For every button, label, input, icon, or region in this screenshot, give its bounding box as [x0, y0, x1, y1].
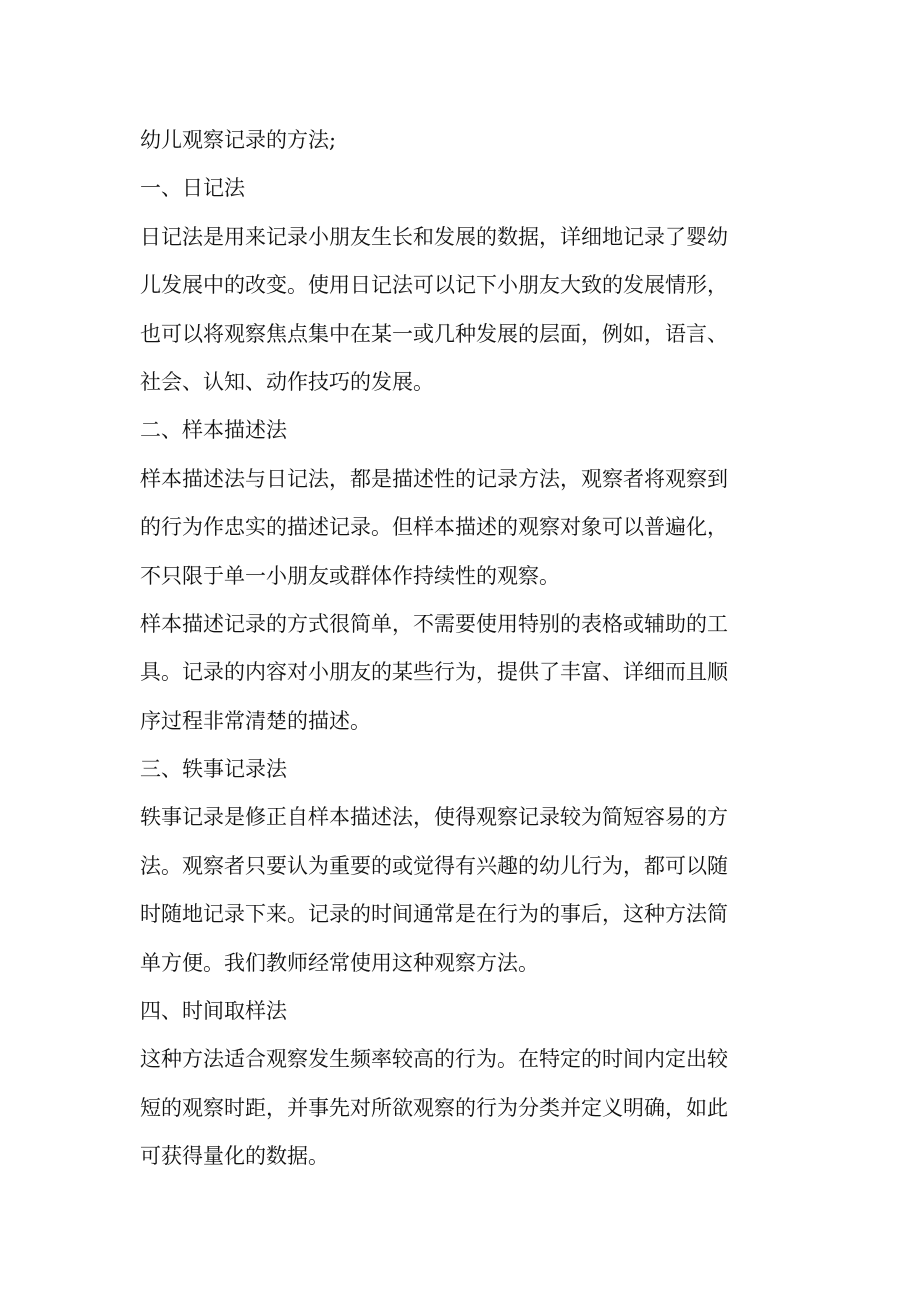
section-specimen-description [140, 406, 786, 745]
paragraph-line: 可获得量化的数据。 [140, 1144, 329, 1169]
paragraph-line: 样本描述法与日记法，都是描述性的记录方法，观察者将观察到 [140, 466, 728, 491]
paragraph [140, 455, 786, 600]
paragraph-line: 轶事记录是修正自样本描述法，使得观察记录较为简短容易的方 [140, 805, 728, 830]
paragraph [140, 793, 786, 987]
paragraph-line: 不只限于单一小朋友或群体作持续性的观察。 [140, 563, 560, 588]
section-heading: 四、时间取样法 [140, 999, 287, 1024]
paragraph [140, 600, 786, 745]
section-heading: 二、样本描述法 [140, 418, 287, 443]
paragraph [140, 1035, 786, 1180]
paragraph-line: 法。观察者只要认为重要的或觉得有兴趣的幼儿行为，都可以随 [140, 853, 728, 878]
section-anecdotal-record [140, 745, 786, 987]
paragraph-line: 单方便。我们教师经常使用这种观察方法。 [140, 950, 539, 975]
section-time-sampling [140, 987, 786, 1181]
document-body [140, 116, 786, 1181]
paragraph-line: 日记法是用来记录小朋友生长和发展的数据，详细地记录了婴幼 [140, 224, 728, 249]
paragraph-line: 社会、认知、动作技巧的发展。 [140, 369, 434, 394]
paragraph [140, 213, 786, 407]
paragraph-line: 序过程非常清楚的描述。 [140, 708, 371, 733]
paragraph-line: 这种方法适合观察发生频率较高的行为。在特定的时间内定出较 [140, 1047, 728, 1072]
paragraph-line: 时随地记录下来。记录的时间通常是在行为的事后，这种方法简 [140, 902, 728, 927]
section-heading: 三、轶事记录法 [140, 757, 287, 782]
paragraph-line: 具。记录的内容对小朋友的某些行为，提供了丰富、详细而且顺 [140, 660, 728, 685]
section-diary-method [140, 164, 786, 406]
paragraph-line: 短的观察时距，并事先对所欲观察的行为分类并定义明确，如此 [140, 1095, 728, 1120]
paragraph-line: 样本描述记录的方式很简单，不需要使用特别的表格或辅助的工 [140, 611, 728, 636]
paragraph-line: 也可以将观察焦点集中在某一或几种发展的层面，例如，语言、 [140, 321, 728, 346]
document-title: 幼儿观察记录的方法; [140, 128, 337, 152]
paragraph-line: 儿发展中的改变。使用日记法可以记下小朋友大致的发展情形， [140, 273, 728, 298]
paragraph-line: 的行为作忠实的描述记录。但样本描述的观察对象可以普遍化， [140, 515, 728, 540]
section-heading: 一、日记法 [140, 176, 245, 201]
